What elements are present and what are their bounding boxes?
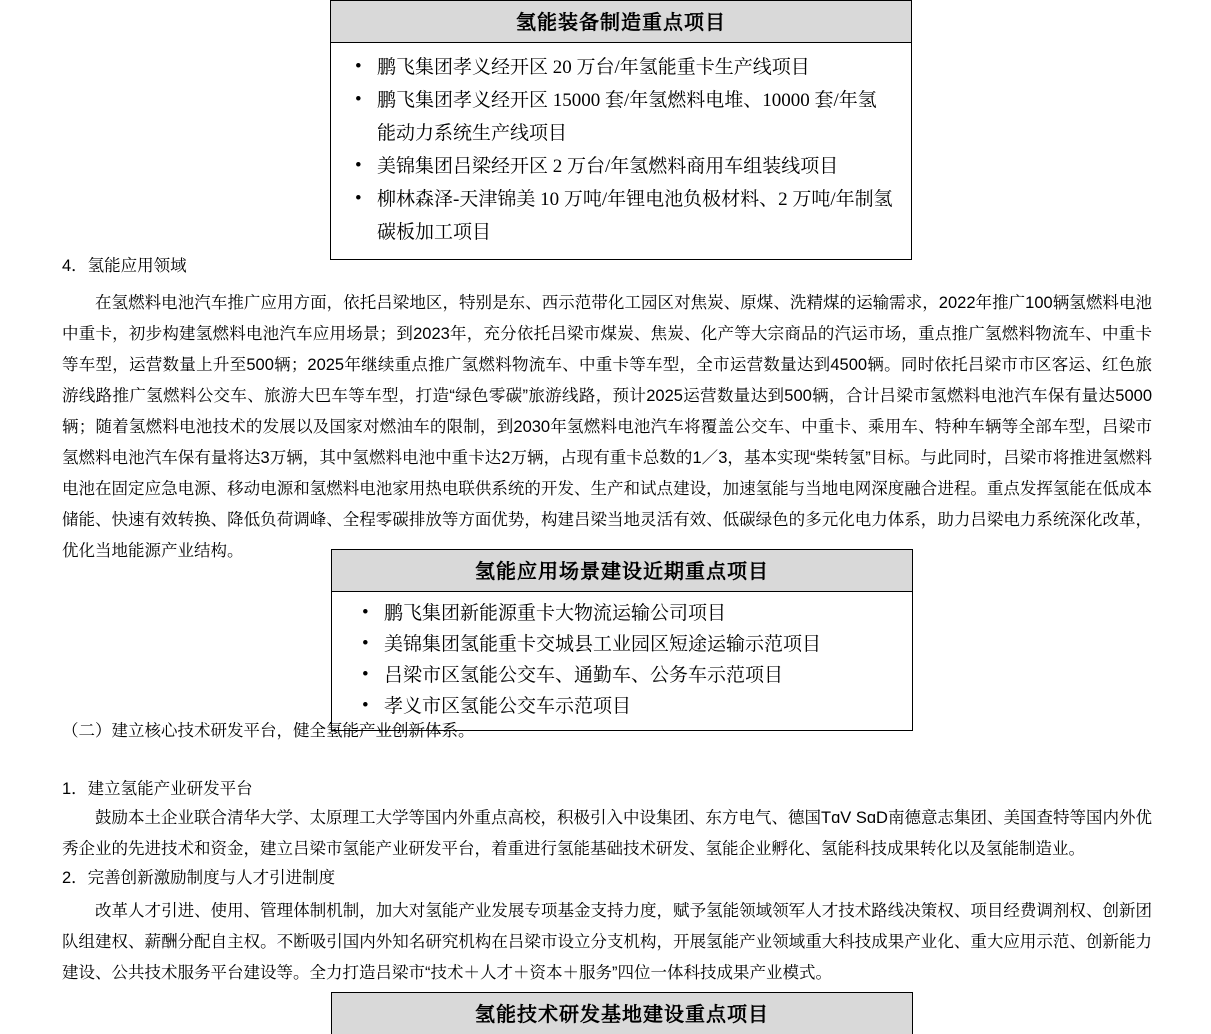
project-list (347, 51, 895, 249)
paragraph-text: 鼓励本土企业联合清华大学、太原理工大学等国内外重点高校，积极引入中设集团、东方电气、德国TɑV SɑD南德意志集团、美国查特等国内外优秀企业的先进技术和资金，建立吕梁市氢能产业研发平台，着重进行氢能基础技术研发、氢能企业孵化、氢能科技成果转化以及氢能制造业。 (62, 809, 1152, 858)
table-application-scene-projects (331, 549, 913, 731)
list-item: • 孝义市区氢能公交车示范项目 (380, 691, 896, 722)
heading-hydrogen-application-field: 4．氢能应用领域 (62, 257, 187, 275)
table-body (331, 43, 911, 259)
list-item: • 鹏飞集团新能源重卡大物流运输公司项目 (380, 598, 896, 629)
paragraph-application-promotion (62, 288, 1152, 567)
paragraph-text: 改革人才引进、使用、管理体制机制，加大对氢能产业发展专项基金支持力度，赋予氢能领域领军人才技术路线决策权、项目经费调剂权、创新团队组建权、薪酬分配自主权。不断吸引国内外知名研究机构在吕梁市设立分支机构，开展氢能产业领域重大科技成果产业化、重大应用示范、创新能力建设、公共技术服务平台建设等。全力打造吕梁市“技术＋人才＋资本＋服务”四位一体科技成果产业模式。 (62, 902, 1152, 982)
table-hydrogen-equipment-projects (330, 0, 912, 260)
list-item: • 鹏飞集团孝义经开区 20 万台/年氢能重卡生产线项目 (373, 51, 895, 84)
heading-build-rd-platform: 1．建立氢能产业研发平台 (62, 780, 253, 798)
table-title: 氢能技术研发基地建设重点项目 (332, 993, 912, 1034)
list-item: • 鹏飞集团孝义经开区 15000 套/年氢燃料电堆、10000 套/年氢能动力系统生产线项目 (373, 84, 895, 150)
table-title: 氢能装备制造重点项目 (331, 1, 911, 43)
paragraph-text: 在氢燃料电池汽车推广应用方面，依托吕梁地区，特别是东、西示范带化工园区对焦炭、原煤、洗精煤的运输需求，2022年推广100辆氢燃料电池中重卡，初步构建氢燃料电池汽车应用场景；到2023年，充分依托吕梁市煤炭、焦炭、化产等大宗商品的汽运市场，重点推广氢燃料物流车、中重卡等车型，运营数量上升至500辆；2025年继续重点推广氢燃料物流车、中重卡等车型，全市运营数量达到4500辆。同时依托吕梁市市区客运、红色旅游线路推广氢燃料公交车、旅游大巴车等车型，打造“绿色零碳”旅游线路，预计2025运营数量达到500辆，合计吕梁市氢燃料电池汽车保有量达5000辆；随着氢燃料电池技术的发展以及国家对燃油车的限制，到2030年氢燃料电池汽车将覆盖公交车、中重卡、乘用车、特种车辆等全部车型，吕梁市氢燃料电池汽车保有量将达3万辆，其中氢燃料电池中重卡达2万辆，占现有重卡总数的1／3，基本实现“柴转氢”目标。与此同时，吕梁市将推进氢燃料电池在固定应急电源、移动电源和氢燃料电池家用热电联供系统的开发、生产和试点建设，加速氢能与当地电网深度融合进程。重点发挥氢能在低成本储能、快速有效转换、降低负荷调峰、全程零碳排放等方面优势，构建吕梁当地灵活有效、低碳绿色的多元化电力体系，助力吕梁电力系统深化改革，优化当地能源产业结构。 (62, 294, 1152, 560)
paragraph-talent-policy (62, 896, 1152, 989)
table-title: 氢能应用场景建设近期重点项目 (332, 550, 912, 592)
table-tech-rd-base-projects (331, 992, 913, 1034)
list-item: • 美锦集团吕梁经开区 2 万台/年氢燃料商用车组装线项目 (373, 150, 895, 183)
paragraph-rd-platform (62, 803, 1152, 865)
table-body (332, 592, 912, 730)
heading-innovation-incentive: 2．完善创新激励制度与人才引进制度 (62, 869, 336, 887)
list-item: • 吕梁市区氢能公交车、通勤车、公务车示范项目 (380, 660, 896, 691)
list-item: • 柳林森泽-天津锦美 10 万吨/年锂电池负极材料、2 万吨/年制氢碳板加工项目 (373, 183, 895, 249)
list-item: • 美锦集团氢能重卡交城县工业园区短途运输示范项目 (380, 629, 896, 660)
heading-core-tech-platform: （二）建立核心技术研发平台，健全氢能产业创新体系。 (62, 722, 475, 740)
project-list (354, 598, 896, 722)
